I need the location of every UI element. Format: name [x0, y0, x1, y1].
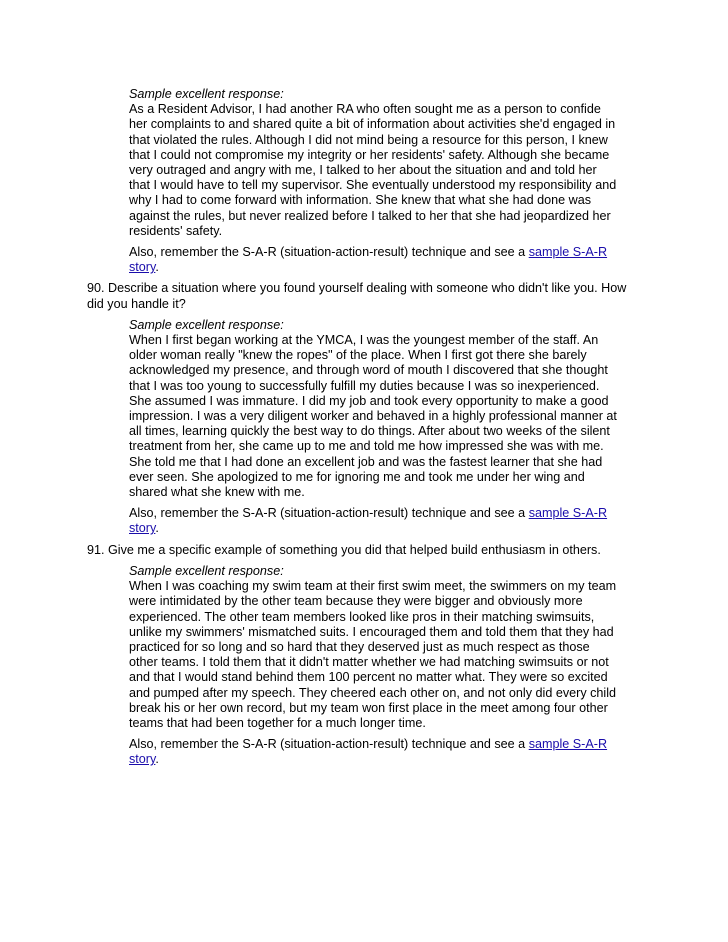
sample-sar-story-link[interactable]: sample S-A-R story: [129, 737, 608, 767]
document-body: [87, 87, 632, 768]
sar-reminder: [129, 245, 619, 275]
sample-response-label: Sample excellent response:: [129, 87, 284, 101]
question-91: 91. Give me a specific example of something you did that helped build enthusiasm in others.: [87, 542, 601, 557]
sample-response-text: When I was coaching my swim team at their first swim meet, the swimmers on my team were intimidated by the other team because they were bigger and obviously more experienced. The other team members looked like pros in their matching swimsuits, unlike my swimmers' mismatched suits. I encouraged them and told them that they had practiced for so long and so hard that they deserved just as much respect as those other teams. I told them that it didn't matter whether we had matching swimsuits or not and that I would stand behind them 100 percent no matter what. They were so excited and pumped after my speech. They cheered each other on, and not only did every child break his or her own record, but my team won first place in the meet among four other teams that had been together for a much longer time.: [129, 579, 617, 730]
sar-reminder-text: Also, remember the S-A-R (situation-action-result) technique and see a: [129, 506, 529, 521]
sample-response-label: Sample excellent response:: [129, 317, 284, 332]
response-block-90: [129, 318, 619, 537]
sample-response-text: When I first began working at the YMCA, I was the youngest member of the staff. An older woman really "knew the ropes" of the place. When I first got there she barely acknowledged my presence, and through word of mouth I discovered that she thought that I was too young to successfully fulfill my duties because I was so inexperienced. She assumed I was immature. I did my job and took every opportunity to make a good impression. I was a very diligent worker and behaved in a highly professional manner at all times, learning quickly the best way to do things. After about two weeks of the silent treatment from her, she came up to me and told me how impressed she was with me. She told me that I had done an excellent job and was the fastest learner that she had ever seen. She apologized to me for ignoring me and took me under her wing and shared what she knew with me.: [129, 333, 617, 500]
question-90: 90. Describe a situation where you found yourself dealing with someone who didn't like you. How did you handle it?: [87, 281, 627, 311]
sar-reminder: [129, 506, 619, 536]
sar-reminder-text: Also, remember the S-A-R (situation-action-result) technique and see a: [129, 737, 529, 752]
sample-sar-story-link[interactable]: sample S-A-R story: [129, 245, 608, 275]
response-block-89: [129, 87, 619, 275]
sar-reminder-text: Also, remember the S-A-R (situation-action-result) technique and see a: [129, 245, 529, 260]
response-block-91: [129, 564, 619, 768]
sar-reminder-end: .: [155, 260, 159, 275]
sample-response-text: As a Resident Advisor, I had another RA who often sought me as a person to confide her complaints to and shared quite a bit of information about activities she'd engaged in that violated the rules. Although I did not mind being a resource for this person, I knew that I could not compromise my integrity or her residents' safety. Although she became very outraged and angry with me, I talked to her about the situation and and told her that I would have to tell my supervisor. She eventually understood my responsibility and why I had to come forward with information. She knew that what she had done was against the rules, but never realized before I talked to her that she had jeopardized her residents' safety.: [129, 102, 617, 238]
sample-response-label: Sample excellent response:: [129, 563, 284, 578]
sample-sar-story-link[interactable]: sample S-A-R story: [129, 506, 608, 536]
sar-reminder-end: .: [155, 752, 159, 767]
sar-reminder-end: .: [155, 521, 159, 536]
sar-reminder: [129, 737, 619, 767]
